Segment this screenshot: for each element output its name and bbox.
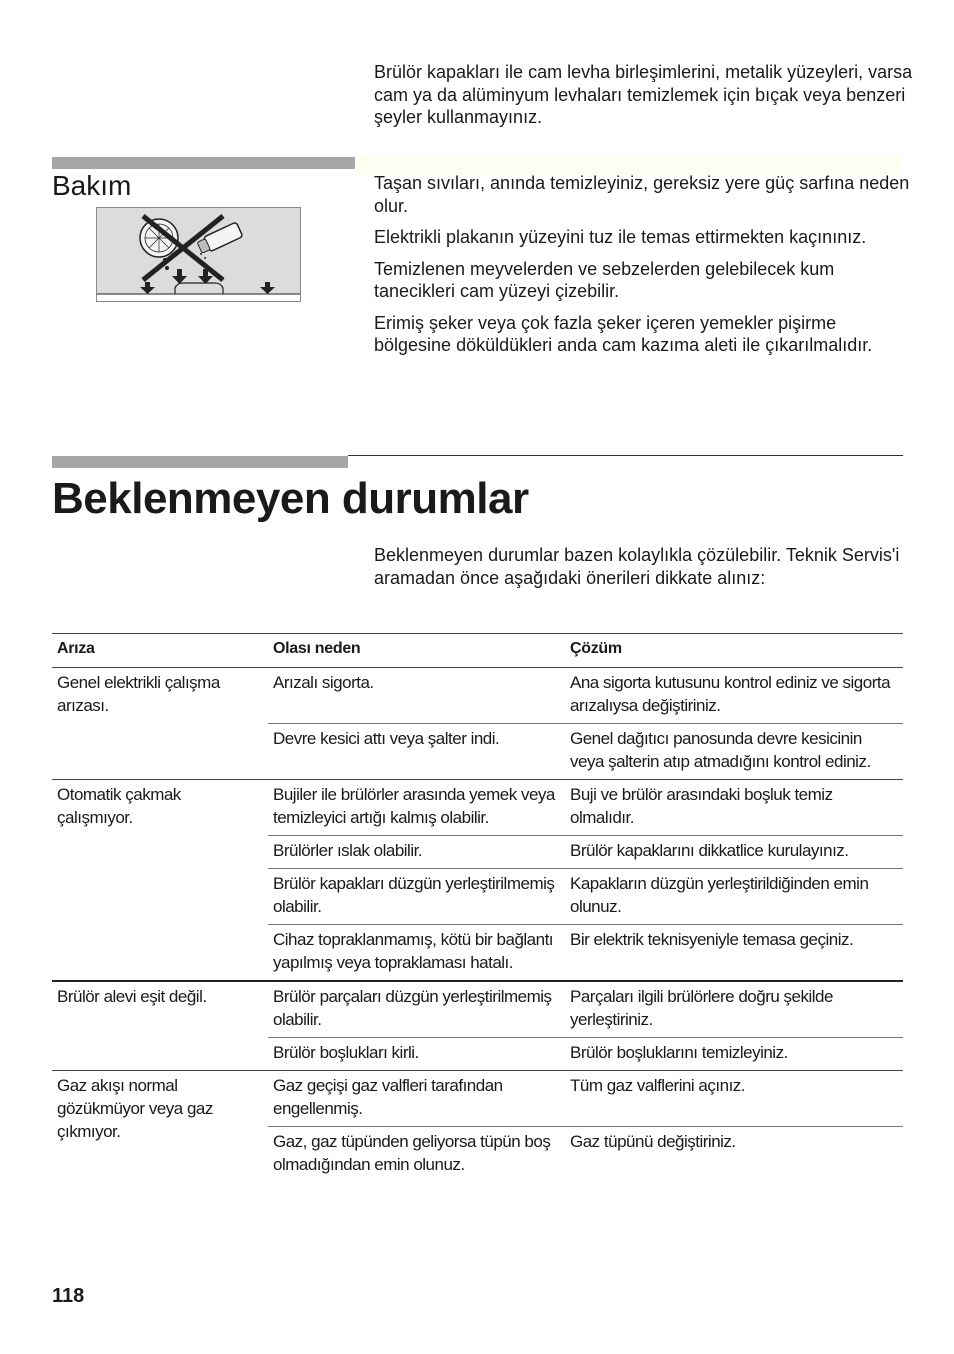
solution-cell: Ana sigorta kutusunu kontrol ediniz ve sigorta arızalıysa değiştiriniz.: [565, 668, 903, 724]
solution-cell: Gaz tüpünü değiştiriniz.: [565, 1127, 903, 1183]
fault-cell: Gaz akışı normal gözükmüyor veya gaz çıkmıyor.: [52, 1071, 268, 1183]
header-cause: Olası neden: [268, 634, 565, 668]
solution-cell: Bir elektrik teknisyeniyle temasa geçiniz.: [565, 925, 903, 982]
section-rule: [348, 455, 903, 456]
header-solution: Çözüm: [565, 634, 903, 668]
solution-cell: Buji ve brülör arasındaki boşluk temiz olmalıdır.: [565, 780, 903, 836]
cause-cell: Brülör kapakları düzgün yerleştirilmemiş olabilir.: [268, 869, 565, 925]
solution-cell: Tüm gaz valflerini açınız.: [565, 1071, 903, 1127]
section-title: Beklenmeyen durumlar: [52, 474, 529, 523]
cause-cell: Bujiler ile brülörler arasında yemek veya temizleyici artığı kalmış olabilir.: [268, 780, 565, 836]
section-bar-beklenmeyen: [52, 456, 348, 468]
cause-cell: Devre kesici attı veya şalter indi.: [268, 724, 565, 780]
troubleshooting-table: [52, 633, 903, 1182]
cause-cell: Cihaz topraklanmamış, kötü bir bağlantı yapılmış veya topraklaması hatalı.: [268, 925, 565, 982]
bakim-paragraphs: [374, 172, 914, 366]
cause-cell: Brülör boşlukları kirli.: [268, 1038, 565, 1071]
table-row: [52, 668, 903, 724]
header-fault: Arıza: [52, 634, 268, 668]
no-salt-lemon-icon: [97, 208, 300, 301]
cause-cell: Arızalı sigorta.: [268, 668, 565, 724]
section-bar-bakim: [52, 157, 355, 169]
cause-cell: Gaz geçişi gaz valfleri tarafından engellenmiş.: [268, 1071, 565, 1127]
fault-cell: Genel elektrikli çalışma arızası.: [52, 668, 268, 780]
fault-cell: Otomatik çakmak çalışmıyor.: [52, 780, 268, 982]
cause-cell: Brülör parçaları düzgün yerleştirilmemiş olabilir.: [268, 981, 565, 1038]
fault-cell: Brülör alevi eşit değil.: [52, 981, 268, 1071]
solution-cell: Brülör kapaklarını dikkatlice kurulayınız.: [565, 836, 903, 869]
intro-paragraph: Brülör kapakları ile cam levha birleşimlerini, metalik yüzeyleri, varsa cam ya da alüminyum levhaları temizlemek için bıçak veya benzeri şeyler kullanmayınız.: [374, 62, 913, 127]
page-number: 118: [52, 1285, 85, 1307]
solution-cell: Parçaları ilgili brülörlere doğru şekilde yerleştiriniz.: [565, 981, 903, 1038]
solution-cell: Genel dağıtıcı panosunda devre kesicinin veya şalterin atıp atmadığını kontrol ediniz.: [565, 724, 903, 780]
cause-cell: Gaz, gaz tüpünden geliyorsa tüpün boş olmadığından emin olunuz.: [268, 1127, 565, 1183]
bakim-paragraph: Taşan sıvıları, anında temizleyiniz, gereksiz yere güç sarfına neden olur.: [374, 173, 910, 216]
solution-cell: Kapakların düzgün yerleştirildiğinden emin olunuz.: [565, 869, 903, 925]
cause-cell: Brülörler ıslak olabilir.: [268, 836, 565, 869]
bakim-heading: Bakım: [52, 170, 132, 201]
table-row: [52, 1071, 903, 1127]
solution-cell: Brülör boşluklarını temizleyiniz.: [565, 1038, 903, 1071]
bakim-paragraph: Temizlenen meyvelerden ve sebzelerden gelebilecek kum tanecikleri cam yüzeyi çizebilir.: [374, 258, 835, 301]
bakim-paragraph: Erimiş şeker veya çok fazla şeker içeren yemekler pişirme bölgesine döküldükleri anda cam kazıma aleti ile çıkarılmalıdır.: [374, 312, 873, 355]
bakim-paragraph: Elektrikli plakanın yüzeyini tuz ile temas ettirmekten kaçınınız.: [374, 227, 867, 247]
table-row: [52, 780, 903, 836]
table-row: [52, 981, 903, 1038]
section-intro-paragraph: Beklenmeyen durumlar bazen kolaylıkla çözülebilir. Teknik Servis'i aramadan önce aşağıdaki önerileri dikkate alınız:: [374, 545, 900, 588]
table-header-row: [52, 634, 903, 668]
no-salt-lemon-illustration: [96, 207, 301, 302]
